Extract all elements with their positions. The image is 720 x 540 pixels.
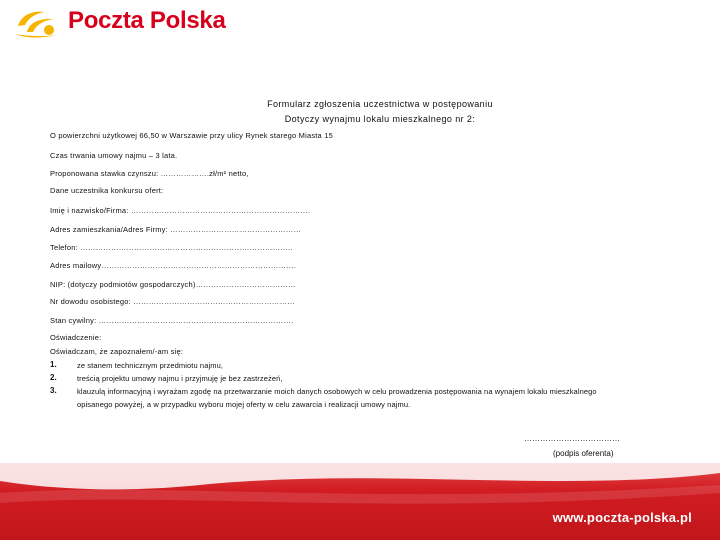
- declaration-heading: Oświadczenie:: [50, 333, 102, 342]
- declaration-item-number: 3.: [50, 386, 57, 395]
- footer-url: www.poczta-polska.pl: [552, 510, 692, 525]
- declaration-item-text: klauzulą informacyjną i wyrażam zgodę na przetwarzanie moich danych osobowych w celu prowadzenia postępowania na wynajem lokalu mieszkalnego: [77, 387, 597, 396]
- declaration-item-number: 1.: [50, 360, 57, 369]
- email-field-line: Adres mailowy………………………………………………………………….: [50, 261, 297, 270]
- declaration-item-text: ze stanem technicznym przedmiotu najmu,: [77, 361, 224, 370]
- proposed-rent-line: Proponowana stawka czynszu: ……………….zł/m² netto,: [50, 169, 249, 178]
- declaration-item-text: treścią projektu umowy najmu i przyjmuję je bez zastrzeżeń,: [77, 374, 283, 383]
- form-subtitle: Dotyczy wynajmu lokalu mieszkalnego nr 2:: [284, 114, 476, 124]
- signature-label: (podpis oferenta): [553, 449, 614, 458]
- form-title: Formularz zgłoszenia uczestnictwa w postępowaniu: [267, 99, 493, 109]
- declaration-intro: Oświadczam, że zapoznałem/-am się:: [50, 347, 184, 356]
- property-area-line: O powierzchni użytkowej 66,50 w Warszawie przy ulicy Rynek starego Miasta 15: [50, 131, 333, 140]
- nip-field-line: NIP: (dotyczy podmiotów gospodarczych)…………………………………: [50, 280, 296, 289]
- address-field-line: Adres zamieszkania/Adres Firmy: ……………………………………………: [50, 225, 302, 234]
- phone-field-line: Telefon: ………………………………………………………………………..: [50, 243, 293, 252]
- brand-name: Poczta Polska: [68, 7, 226, 34]
- declaration-item-number: 2.: [50, 373, 57, 382]
- participant-data-heading: Dane uczestnika konkursu ofert:: [50, 186, 164, 195]
- marital-status-field-line: Stan cywilny: ………………………………………………………………….: [50, 316, 294, 325]
- footer-wave-decoration: [0, 463, 720, 540]
- header: [0, 0, 720, 44]
- lease-duration-line: Czas trwania umowy najmu – 3 lata.: [50, 151, 178, 160]
- footer-bar: [0, 463, 720, 540]
- name-field-line: Imię i nazwisko/Firma: …………………………………………………………….: [50, 206, 311, 215]
- signature-line: ………………………………: [524, 434, 620, 443]
- declaration-item-continuation: opisanego powyżej, a w przypadku wyboru mojej oferty w celu zawarcia i realizacji umowy najmu.: [77, 400, 411, 409]
- id-number-field-line: Nr dowodu osobistego: ………………………………………………………: [50, 297, 295, 306]
- poczta-polska-logo-icon: [15, 6, 59, 40]
